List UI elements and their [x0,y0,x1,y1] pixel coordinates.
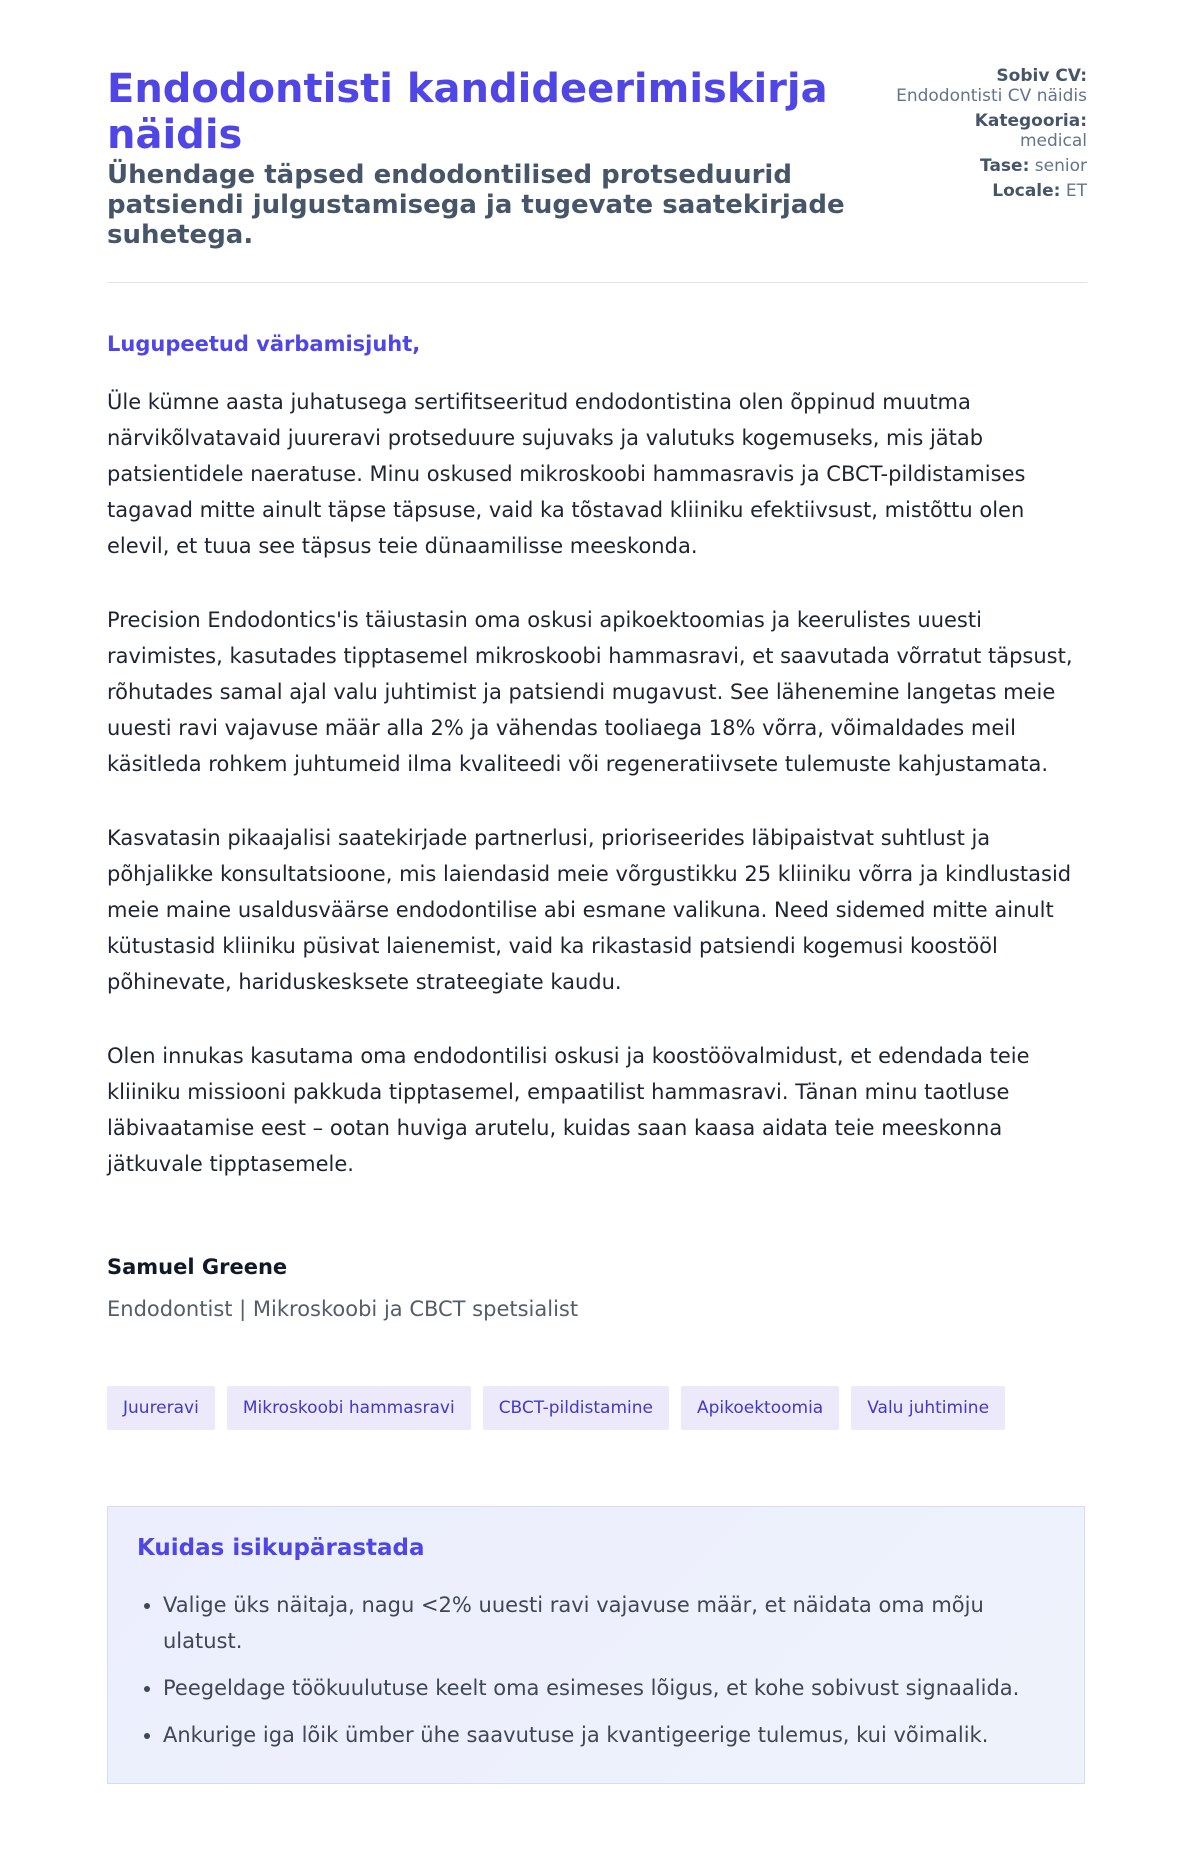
meta-panel [887,66,1087,206]
meta-category-label: Kategooria: [974,111,1087,131]
signature [107,1253,1087,1323]
tag-mikroskoobi-hammasravi[interactable]: Mikroskoobi hammasravi [227,1386,471,1430]
page-title: Endodontisti kandideerimiskirja näidis [107,66,828,158]
meta-category-value: medical [1019,131,1087,151]
tag-valu-juhtimine[interactable]: Valu juhtimine [851,1386,1005,1430]
tag-apikoektoomia[interactable]: Apikoektoomia [681,1386,839,1430]
meta-locale-label: Locale: [992,181,1061,201]
page-subtitle: Ühendage täpsed endodontilised protseduurid patsiendi julgustamisega ja tugevate saatekirjade suhetega. [107,160,845,250]
tips-heading: Kuidas isikupärastada [137,1535,425,1561]
paragraph-3: Kasvatasin pikaajalisi saatekirjade partnerlusi, prioriseerides läbipaistvat suhtlust ja põhjalikke konsultatsioone, mis laiendasid meie võrgustikku 25 kliiniku võrra ja kindlustasid meie maine usaldusväärse endodontilise abi esmane valikuna. Need sidemed mitte ainult kütustasid kliiniku püsivat laienemist, vaid ka rikastasid patsiendi kogemusi koostööl põhinevate, hariduskesksete strateegiate kaudu. [107,826,1072,994]
paragraph-1: Üle kümne aasta juhatusega sertifitseeritud endodontistina olen õppinud muutma närvikõlvatavaid juureravi protseduure sujuvaks ja valutuks kogemuseks, mis jätab patsientidele naeratuse. Minu oskused mikroskoobi hammasravis ja CBCT-pildistamises tagavad mitte ainult täpse täpsuse, vaid ka tõstavad kliiniku efektiivsust, mistõttu olen elevil, et tuua see täpsus teie dünaamilisse meeskonda. [107,390,1026,558]
meta-cv-label: Sobiv CV: [996,66,1087,86]
meta-locale [887,181,1087,201]
meta-cv [887,66,1087,106]
header [107,66,1087,250]
tip-item: • Valige üks näitaja, nagu <2% uuesti ravi vajavuse määr, et näidata oma mõju ulatust. [163,1587,1063,1659]
tip-item: • Peegeldage töökuulutuse keelt oma esimeses lõigus, et kohe sobivust signaalida. [163,1670,1063,1706]
salutation: Lugupeetud värbamisjuht, [107,332,421,356]
meta-locale-value: ET [1065,181,1087,201]
meta-level-label: Tase: [980,156,1030,176]
paragraph-4: Olen innukas kasutama oma endodontilisi oskusi ja koostöövalmidust, et edendada teie kliiniku missiooni pakkuda tipptasemel, empaatilist hammasravi. Tänan minu taotluse läbivaatamise eest – ootan huviga arutelu, kuidas saan kaasa aidata teie meeskonna jätkuvale tipptasemele. [107,1044,1030,1176]
tag-juureravi[interactable]: Juureravi [107,1386,215,1430]
letter-body [107,330,1087,1220]
meta-level-value: senior [1034,156,1087,176]
meta-cv-value[interactable]: Endodontisti CV näidis [896,86,1087,106]
personalization-tips-box [107,1506,1085,1784]
signature-name: Samuel Greene [107,1255,288,1279]
tips-list [137,1587,1063,1764]
paragraph-2: Precision Endodontics'is täiustasin oma oskusi apikoektoomias ja keerulistes uuesti ravimistes, kasutades tipptasemel mikroskoobi hammasravi, et saavutada võrratut täpsust, rõhutades samal ajal valu juhtimist ja patsiendi mugavust. See lähenemine langetas meie uuesti ravi vajavuse määr alla 2% ja vähendas tooliaega 18% võrra, võimaldades meil käsitleda rohkem juhtumeid ilma kvaliteedi või regeneratiivsete tulemuste kahjustamata. [107,608,1073,776]
skill-tags [107,1386,1005,1430]
tag-cbct-pildistamine[interactable]: CBCT-pildistamine [483,1386,669,1430]
meta-level [887,156,1087,176]
tip-item: • Ankurige iga lõik ümber ühe saavutuse ja kvantigeerige tulemus, kui võimalik. [163,1717,1063,1753]
meta-category [887,111,1087,151]
signature-role: Endodontist | Mikroskoobi ja CBCT spetsialist [107,1297,579,1321]
header-divider [107,282,1087,283]
